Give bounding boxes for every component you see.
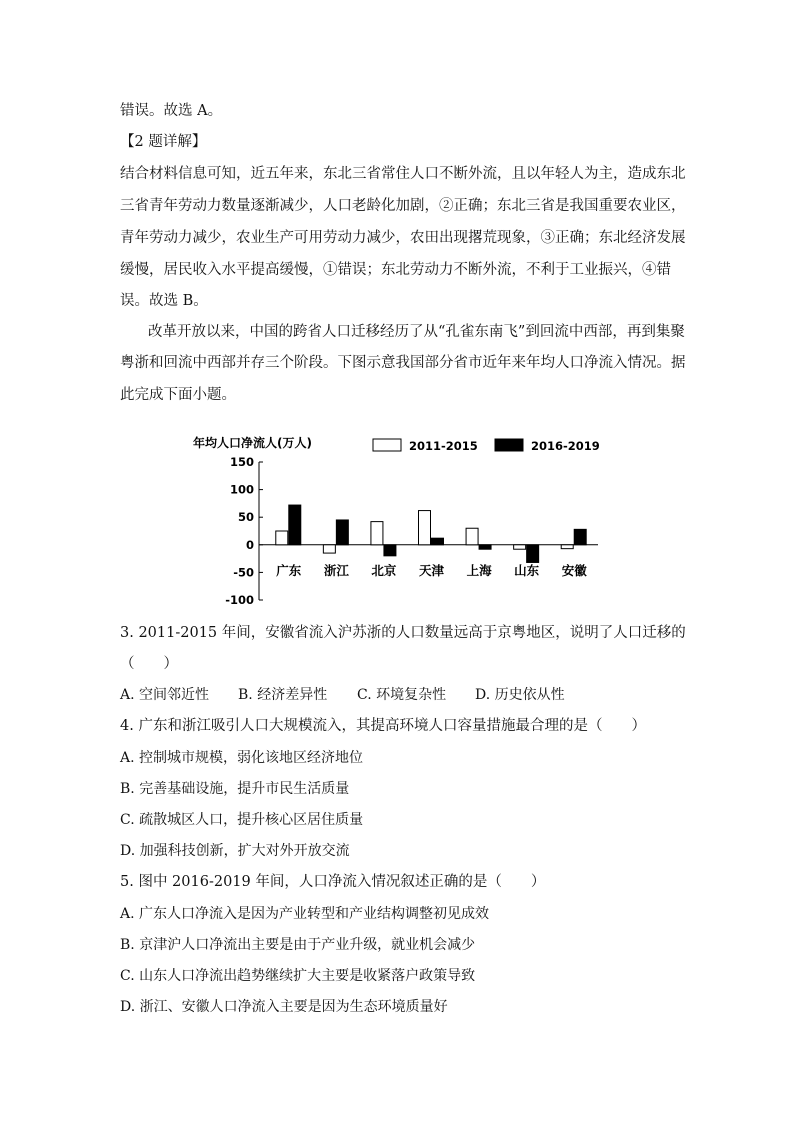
paragraph-line: 三省青年劳动力数量逐渐减少，人口老龄化加剧，②正确；东北三省是我国重要农业区， <box>120 198 686 214</box>
option-d: D. 加强科技创新，扩大对外开放交流 <box>120 843 350 859</box>
bar-2016-2019-山东 <box>527 545 539 563</box>
paragraph-line: 错误。故选 A。 <box>120 103 223 119</box>
x-category-label: 山东 <box>514 562 540 578</box>
bar-2011-2015-广东 <box>276 531 288 545</box>
x-category-label: 北京 <box>371 562 397 578</box>
y-tick-label: -100 <box>225 593 254 607</box>
bar-2016-2019-广东 <box>289 505 301 545</box>
option-c: C. 环境复杂性 <box>357 687 447 703</box>
x-category-label: 天津 <box>418 562 445 578</box>
x-category-label: 广东 <box>276 562 302 578</box>
bar-2016-2019-浙江 <box>336 520 348 545</box>
intro-line: 此完成下面小题。 <box>120 387 236 403</box>
question-5-stem: 5. 图中 2016-2019 年间，人口净流入情况叙述正确的是（ ） <box>120 874 546 890</box>
bar-2011-2015-北京 <box>371 522 383 545</box>
option-a: A. 控制城市规模，弱化该地区经济地位 <box>120 750 364 766</box>
y-tick-label: 100 <box>229 482 254 497</box>
population-chart <box>180 430 610 610</box>
bar-2016-2019-安徽 <box>574 529 586 544</box>
bar-2011-2015-天津 <box>419 511 431 545</box>
x-category-label: 安徽 <box>561 562 587 578</box>
option-b: B. 完善基础设施，提升市民生活质量 <box>120 781 350 797</box>
y-tick-label: -50 <box>233 565 254 580</box>
legend-swatch-2016-2019 <box>495 439 523 451</box>
question-4-stem: 4. 广东和浙江吸引人口大规模流入，其提高环境人口容量措施最合理的是（ ） <box>120 718 646 734</box>
option-b: B. 京津沪人口净流出主要是由于产业升级，就业机会减少 <box>120 937 476 953</box>
section-heading: 【2 题详解】 <box>120 134 207 150</box>
y-tick-label: 0 <box>245 537 254 552</box>
bar-2011-2015-安徽 <box>561 545 573 549</box>
paragraph-line: 青年劳动力减少，农业生产可用劳动力减少，农田出现撂荒现象，③正确；东北经济发展 <box>120 230 686 246</box>
bar-2011-2015-浙江 <box>323 545 335 553</box>
x-category-label: 浙江 <box>323 562 349 578</box>
question-3-blank: （ ） <box>120 656 178 672</box>
bar-2016-2019-北京 <box>384 545 396 556</box>
bar-2016-2019-上海 <box>479 545 491 549</box>
option-d: D. 历史依从性 <box>475 687 565 703</box>
legend-label-2016-2019: 2016-2019 <box>531 439 600 453</box>
option-b: B. 经济差异性 <box>238 687 328 703</box>
option-c: C. 疏散城区人口，提升核心区居住质量 <box>120 812 364 828</box>
bar-2011-2015-山东 <box>514 545 526 549</box>
option-a: A. 广东人口净流入是因为产业转型和产业结构调整初见成效 <box>120 906 490 922</box>
option-d: D. 浙江、安徽人口净流入主要是因为生态环境质量好 <box>120 999 448 1015</box>
x-category-label: 上海 <box>466 562 492 578</box>
question-3-stem: 3. 2011-2015 年间，安徽省流入沪苏浙的人口数量远高于京粤地区，说明了人口迁移的 <box>120 625 686 641</box>
legend-swatch-2011-2015 <box>373 439 401 451</box>
question-3-options <box>120 685 565 705</box>
option-c: C. 山东人口净流出趋势继续扩大主要是收紧落户政策导致 <box>120 968 476 984</box>
option-a: A. 空间邻近性 <box>120 687 210 703</box>
y-axis-label: 年均人口净流人(万人) <box>193 436 312 450</box>
chart-plot-area <box>225 455 598 607</box>
bar-2011-2015-上海 <box>466 528 478 545</box>
legend <box>373 439 600 453</box>
paragraph-line: 误。故选 B。 <box>120 293 208 309</box>
paragraph-line: 缓慢，居民收入水平提高缓慢，①错误；东北劳动力不断外流，不利于工业振兴，④错 <box>120 262 671 278</box>
intro-line: 改革开放以来，中国的跨省人口迁移经历了从“孔雀东南飞”到回流中西部，再到集聚 <box>148 324 685 340</box>
paragraph-line: 结合材料信息可知，近五年来，东北三省常住人口不断外流，且以年轻人为主，造成东北 <box>120 166 686 182</box>
legend-label-2011-2015: 2011-2015 <box>409 439 478 453</box>
intro-line: 粤浙和回流中西部并存三个阶段。下图示意我国部分省市近年来年均人口净流入情况。据 <box>120 355 686 371</box>
bar-2016-2019-天津 <box>432 538 444 545</box>
y-tick-label: 50 <box>237 510 254 525</box>
y-tick-label: 150 <box>229 455 254 469</box>
